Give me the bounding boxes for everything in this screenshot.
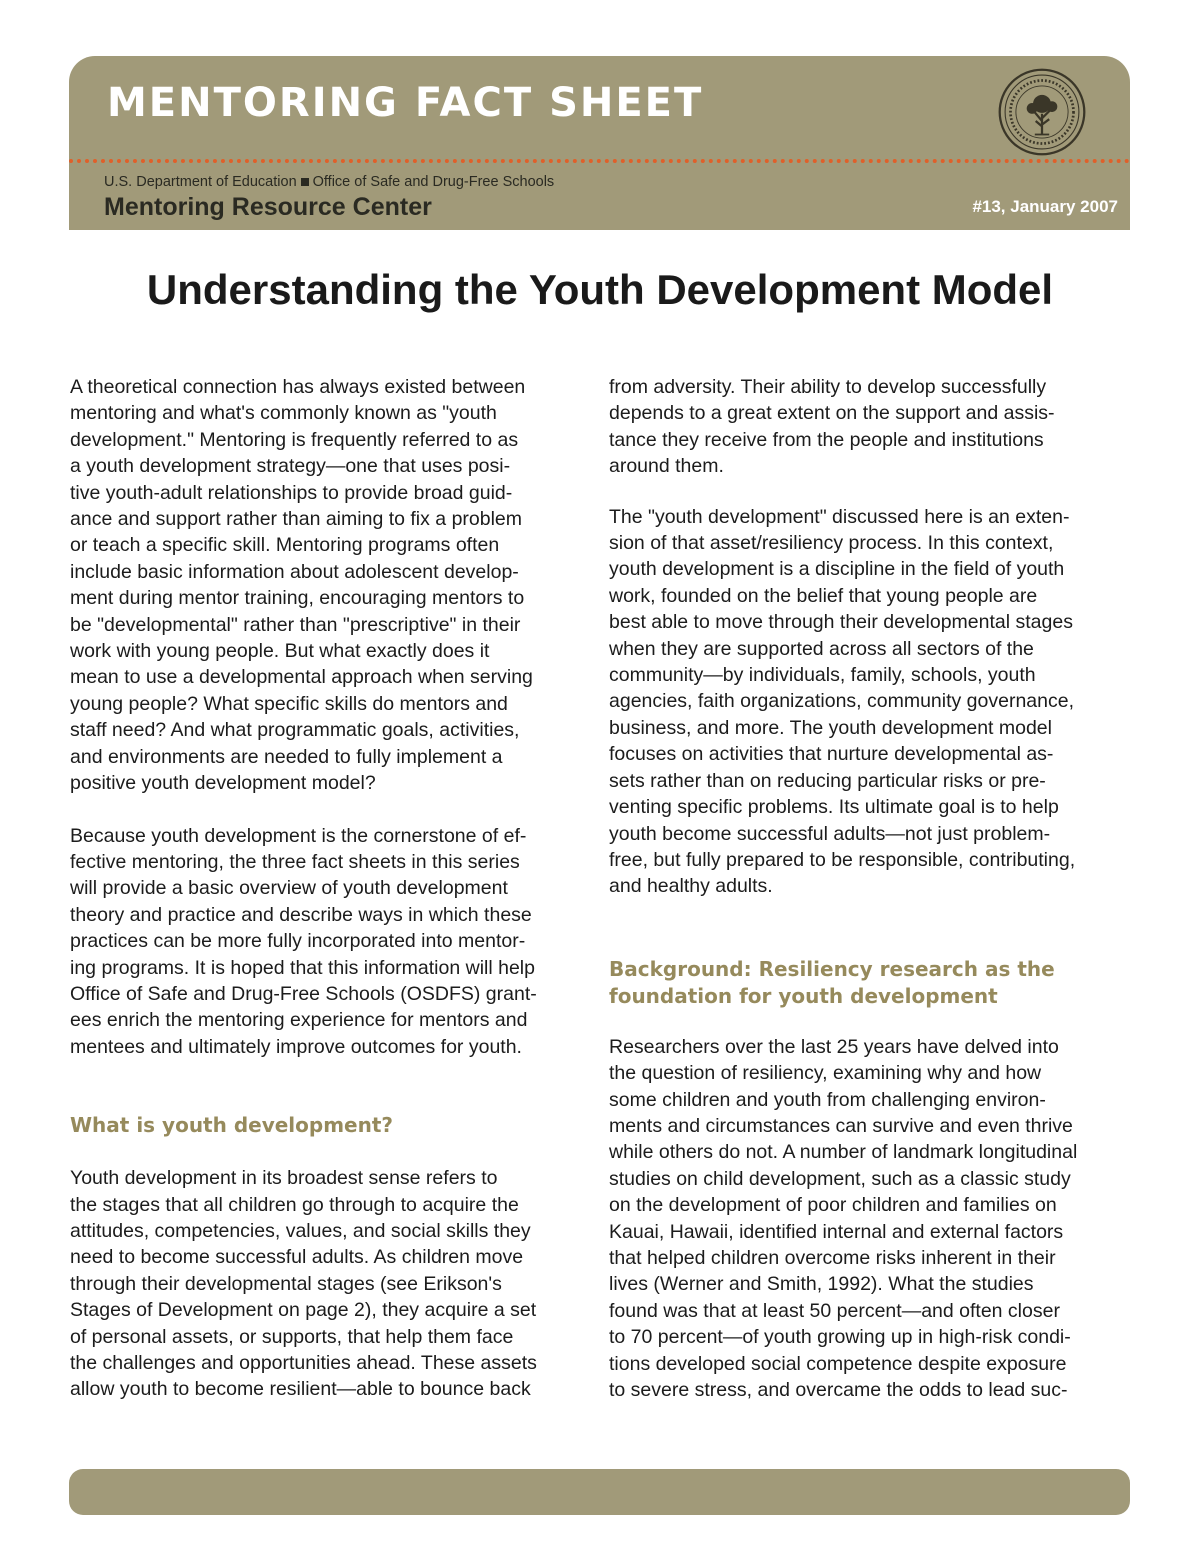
footer-bar [69,1469,1130,1515]
agency-line [104,174,554,190]
paragraph: Youth development in its broadest sense refers to the stages that all children go through to acquire the attitudes, competencies, values, and social skills they need to become successful adults. As children move through their developmental stages (see Erikson's Stages of Development on page 2), they acquire a set of personal assets, or supports, that help them face the challenges and opportunities ahead. These assets allow youth to become resilient—able to bounce back [70,1167,537,1401]
section-heading: What is youth development? [70,1113,394,1138]
left-column [70,374,595,1403]
department-of-education-seal-icon [997,67,1087,157]
paragraph: from adversity. Their ability to develop successfully depends to a great extent on the support and assis- tance they receive from the people and institutions around them. [609,376,1055,478]
agency-department: U.S. Department of Education [104,174,297,190]
paragraph: The "youth development" discussed here is an exten- sion of that asset/resiliency process. In this context, youth development is a discipline in the field of youth work, founded on the belief that young people are best able to move through their developmental stages when they are supported across all sectors of the community—by individuals, family, schools, youth agencies, faith organizations, community governance, business, and more. The youth development model focuses on activities that nurture developmental as- sets rather than on reducing particular risks or pre- venting specific problems. Its ultimate goal is to help youth become successful adults—not just problem- free, but fully prepared to be responsible, contributing, and healthy adults. [609,505,1076,898]
paragraph: Researchers over the last 25 years have delved into the question of resiliency, examining why and how some children and youth from challenging environ- ments and circumstances can survive and even thrive while others do not. A number of landmark longitudinal studies on child development, such as a classic study on the development of poor children and families on Kauai, Hawaii, identified internal and external factors that helped children overcome risks inherent in their lives (Werner and Smith, 1992). What the studies found was that at least 50 percent—and often closer to 70 percent—of youth growing up in high-risk condi- tions developed social competence despite exposure to severe stress, and overcame the odds to lead suc- [609,1035,1078,1401]
right-column [609,374,1134,1403]
paragraph: Because youth development is the cornerstone of ef- fective mentoring, the three fact sheets in this series will provide a basic overview of youth development theory and practice and describe ways in which these practices can be more fully incorporated into mentor- ing programs. It is hoped that this information will help Office of Safe and Drug-Free Schools (OSDFS) grant- ees enrich the mentoring experience for mentors and mentees and ultimately improve outcomes for youth. [70,824,537,1058]
paragraph: A theoretical connection has always existed between mentoring and what's commonly known as "youth development." Mentoring is frequently referred to as a youth development strategy—one that uses posi- tive youth-adult relationships to provide broad guid- ance and support rather than aiming to fix a problem or teach a specific skill. Mentoring programs often include basic information about adolescent develop- ment during mentor training, encouraging mentors to be "developmental" rather than "prescriptive" in their work with young people. But what exactly does it mean to use a developmental approach when serving young people? What specific skills do mentors and staff need? And what programmatic goals, activities, and environments are needed to fully implement a positive youth development model? [70,376,533,795]
square-bullet-icon [301,178,309,186]
agency-office: Office of Safe and Drug-Free Schools [312,174,555,190]
header-banner [69,56,1130,230]
page-title: Understanding the Youth Development Model [146,266,1054,313]
center-name: Mentoring Resource Center [104,193,432,221]
dotted-divider [69,159,1130,163]
banner-title: MENTORING FACT SHEET [107,80,704,126]
section-heading: Background: Resiliency research as the foundation for youth development [609,956,1055,1008]
issue-number: #13, January 2007 [972,197,1118,216]
